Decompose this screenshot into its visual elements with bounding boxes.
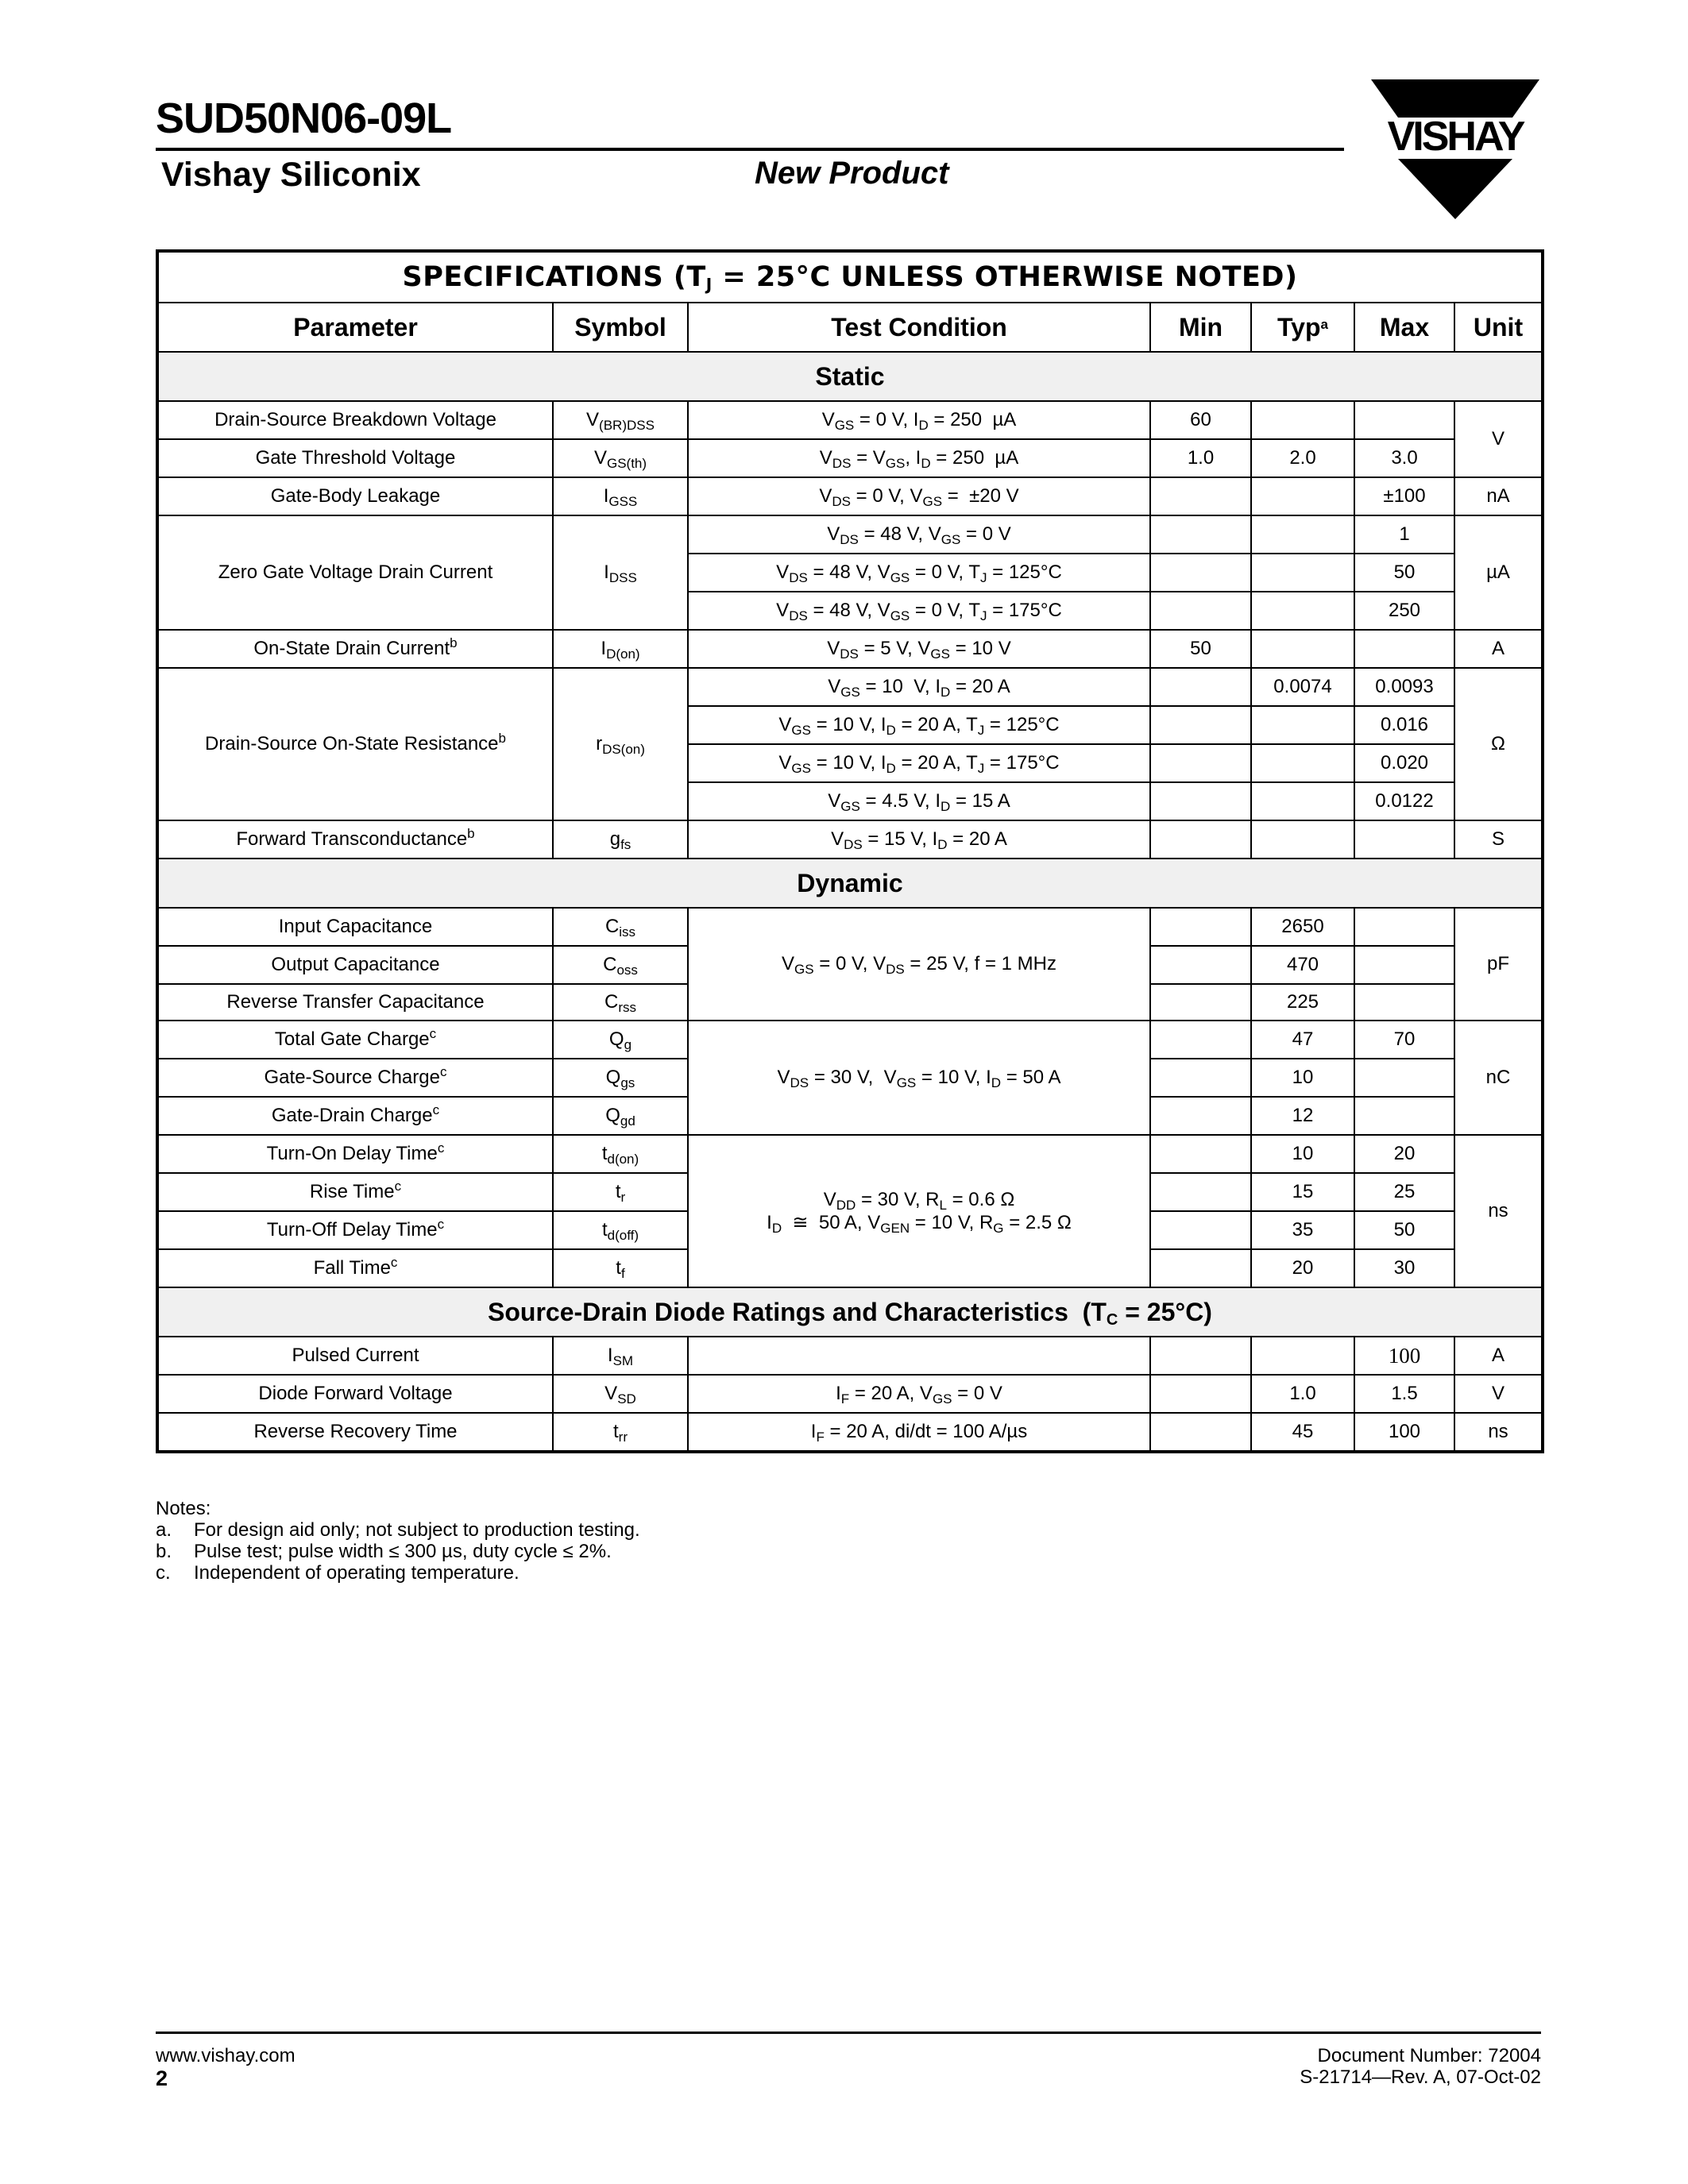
vishay-logo-icon — [1369, 76, 1541, 221]
note-label: b. — [156, 1541, 172, 1562]
min-cell: 50 — [1150, 630, 1251, 668]
unit-cell: Ω — [1454, 668, 1543, 820]
parameter-cell: Forward Transconductance$^b$ — [157, 820, 553, 859]
max-cell: 0.016 — [1354, 706, 1454, 744]
condition-cell: $V_{DS} = 30$ V, $V_{GS} = 10$ V, $I_D = 50$ A — [688, 1021, 1150, 1135]
new-product-label: New Product — [755, 156, 949, 191]
min-cell — [1150, 1375, 1251, 1413]
min-cell — [1150, 1097, 1251, 1135]
unit-cell: V — [1454, 401, 1543, 477]
max-cell: 0.0122 — [1354, 782, 1454, 820]
max-cell: 20 — [1354, 1135, 1454, 1173]
parameter-cell: Fall Time$^c$ — [157, 1249, 553, 1287]
table-row — [157, 1135, 1543, 1173]
company-name: Vishay Siliconix — [161, 156, 421, 194]
condition-cell: $V_{GS} = 0$ V, $V_{DS} = 25$ V, f = 1 MHz — [688, 908, 1150, 1021]
website-link[interactable]: www.vishay.com — [156, 2045, 295, 2066]
max-cell: 1 — [1354, 515, 1454, 554]
max-cell — [1354, 820, 1454, 859]
note-text: For design aid only; not subject to production testing. — [194, 1519, 640, 1541]
min-cell — [1150, 554, 1251, 592]
note-item — [156, 1562, 640, 1584]
max-cell: 0.0093 — [1354, 668, 1454, 706]
max-cell: 3.0 — [1354, 439, 1454, 477]
symbol-cell: $Q_{gd}$ — [553, 1097, 688, 1135]
max-cell: 50 — [1354, 554, 1454, 592]
max-cell — [1354, 1097, 1454, 1135]
max-cell: 25 — [1354, 1173, 1454, 1211]
unit-cell: nC — [1454, 1021, 1543, 1135]
min-cell — [1150, 1135, 1251, 1173]
symbol-cell: $Q_{gs}$ — [553, 1059, 688, 1097]
table-row — [157, 439, 1543, 477]
table-row — [157, 630, 1543, 668]
specifications-table — [156, 249, 1544, 1453]
parameter-cell: Diode Forward Voltage — [157, 1375, 553, 1413]
typ-cell — [1251, 477, 1354, 515]
symbol-cell: $Q_g$ — [553, 1021, 688, 1059]
symbol-cell: $C_{oss}$ — [553, 946, 688, 984]
note-label: a. — [156, 1519, 172, 1541]
note-item — [156, 1541, 640, 1562]
symbol-cell: $r_{DS(on)}$ — [553, 668, 688, 820]
column-header-symbol: Symbol — [553, 303, 688, 352]
symbol-cell: $C_{iss}$ — [553, 908, 688, 946]
symbol-cell: $I_{D(on)}$ — [553, 630, 688, 668]
condition-cell: $V_{GS} = 10$ V, $I_D = 20$ A, $T_J = 125^\circ C$ — [688, 706, 1150, 744]
condition-cell: $V_{DS} = 5$ V, $V_{GS} = 10$ V — [688, 630, 1150, 668]
symbol-cell: $t_{rr}$ — [553, 1413, 688, 1452]
min-cell — [1150, 1249, 1251, 1287]
footer-rule — [156, 2032, 1541, 2034]
symbol-cell: $I_{SM}$ — [553, 1337, 688, 1375]
parameter-cell: Gate Threshold Voltage — [157, 439, 553, 477]
table-row — [157, 820, 1543, 859]
condition-cell: $I_F = 20$ A, di/dt = 100 A/µs — [688, 1413, 1150, 1452]
parameter-cell: On-State Drain Current$^b$ — [157, 630, 553, 668]
max-cell — [1354, 1059, 1454, 1097]
typ-cell: 470 — [1251, 946, 1354, 984]
max-cell: ±100 — [1354, 477, 1454, 515]
table-row — [157, 1413, 1543, 1452]
condition-cell: $I_F = 20$ A, $V_{GS} = 0$ V — [688, 1375, 1150, 1413]
condition-cell: $V_{DS} = 15$ V, $I_D = 20$ A — [688, 820, 1150, 859]
column-header-parameter: Parameter — [157, 303, 553, 352]
typ-cell: 10 — [1251, 1135, 1354, 1173]
min-cell — [1150, 1337, 1251, 1375]
unit-cell: V — [1454, 1375, 1543, 1413]
max-cell: 0.020 — [1354, 744, 1454, 782]
condition-cell: $V_{GS} = 10$ V, $I_D = 20$ A, $T_J = 175^\circ C$ — [688, 744, 1150, 782]
revision-info: S-21714—Rev. A, 07-Oct-02 — [1300, 2066, 1541, 2088]
section-source-drain-diode: Source-Drain Diode Ratings and Characteristics $(T_C = 25^\circ C)$ — [157, 1287, 1543, 1337]
header-rule — [156, 148, 1344, 151]
notes — [156, 1498, 640, 1584]
symbol-cell: $t_r$ — [553, 1173, 688, 1211]
notes-heading: Notes: — [156, 1498, 211, 1519]
typ-cell: 47 — [1251, 1021, 1354, 1059]
part-number: SUD50N06-09L — [156, 95, 452, 142]
parameter-cell: Output Capacitance — [157, 946, 553, 984]
max-cell — [1354, 984, 1454, 1021]
table-row — [157, 1337, 1543, 1375]
column-header-min: Min — [1150, 303, 1251, 352]
max-cell: 1.5 — [1354, 1375, 1454, 1413]
symbol-cell: $C_{rss}$ — [553, 984, 688, 1021]
typ-cell — [1251, 515, 1354, 554]
symbol-cell: $V_{GS(th)}$ — [553, 439, 688, 477]
max-cell — [1354, 401, 1454, 439]
column-header-unit: Unit — [1454, 303, 1543, 352]
parameter-cell: Turn-On Delay Time$^c$ — [157, 1135, 553, 1173]
typ-cell: 45 — [1251, 1413, 1354, 1452]
min-cell — [1150, 1059, 1251, 1097]
parameter-cell: Reverse Transfer Capacitance — [157, 984, 553, 1021]
table-row — [157, 515, 1543, 554]
parameter-cell: Total Gate Charge$^c$ — [157, 1021, 553, 1059]
min-cell — [1150, 820, 1251, 859]
unit-cell: µA — [1454, 515, 1543, 630]
max-cell: 250 — [1354, 592, 1454, 630]
section-static: Static — [157, 352, 1543, 401]
symbol-cell: $g_{fs}$ — [553, 820, 688, 859]
condition-cell: $V_{GS} = 0$ V, $I_D = 250$ µA — [688, 401, 1150, 439]
min-cell: 1.0 — [1150, 439, 1251, 477]
typ-cell — [1251, 820, 1354, 859]
parameter-cell: Gate-Source Charge$^c$ — [157, 1059, 553, 1097]
unit-cell: ns — [1454, 1413, 1543, 1452]
note-text: Independent of operating temperature. — [194, 1562, 520, 1584]
note-label: c. — [156, 1562, 171, 1584]
note-text: Pulse test; pulse width ≤ 300 µs, duty cycle ≤ 2%. — [194, 1541, 612, 1562]
table-row — [157, 668, 1543, 706]
page-number: 2 — [156, 2066, 168, 2090]
unit-cell: nA — [1454, 477, 1543, 515]
unit-cell: pF — [1454, 908, 1543, 1021]
condition-cell: $V_{GS} = 10$ V, $I_D = 20$ A — [688, 668, 1150, 706]
min-cell — [1150, 1211, 1251, 1249]
condition-cell: $V_{GS} = 4.5$ V, $I_D = 15$ A — [688, 782, 1150, 820]
min-cell — [1150, 946, 1251, 984]
parameter-cell: Pulsed Current — [157, 1337, 553, 1375]
table-row — [157, 401, 1543, 439]
min-cell — [1150, 782, 1251, 820]
parameter-cell: Drain-Source On-State Resistance$^b$ — [157, 668, 553, 820]
min-cell — [1150, 477, 1251, 515]
condition-cell: $V_{DD} = 30$ V, $R_L = 0.6$ Ω $I_D$ ≅ 50 A, $V_{GEN} = 10$ V, $R_G = 2.5$ Ω — [688, 1135, 1150, 1287]
max-cell — [1354, 946, 1454, 984]
table-title: SPECIFICATIONS ($T_J = 25^\circ C$ UNLESS OTHERWISE NOTED) — [157, 251, 1543, 303]
unit-cell: ns — [1454, 1135, 1543, 1287]
typ-cell: 2.0 — [1251, 439, 1354, 477]
table-row — [157, 1021, 1543, 1059]
table-row — [157, 908, 1543, 946]
section-dynamic: Dynamic — [157, 859, 1543, 908]
parameter-cell: Gate-Body Leakage — [157, 477, 553, 515]
parameter-cell: Input Capacitance — [157, 908, 553, 946]
typ-cell — [1251, 782, 1354, 820]
min-cell: 60 — [1150, 401, 1251, 439]
min-cell — [1150, 1173, 1251, 1211]
max-cell: 100 — [1354, 1413, 1454, 1452]
min-cell — [1150, 515, 1251, 554]
min-cell — [1150, 706, 1251, 744]
max-cell: 70 — [1354, 1021, 1454, 1059]
max-cell — [1354, 630, 1454, 668]
typ-cell: 1.0 — [1251, 1375, 1354, 1413]
typ-cell — [1251, 744, 1354, 782]
note-item — [156, 1519, 640, 1541]
symbol-cell: $t_{d(on)}$ — [553, 1135, 688, 1173]
typ-cell: 15 — [1251, 1173, 1354, 1211]
min-cell — [1150, 1413, 1251, 1452]
symbol-cell: $I_{DSS}$ — [553, 515, 688, 630]
condition-cell: $V_{DS} = V_{GS}$, $I_D = 250$ µA — [688, 439, 1150, 477]
column-header-max: Max — [1354, 303, 1454, 352]
condition-cell: $V_{DS} = 48$ V, $V_{GS} = 0$ V, $T_J = 175^\circ C$ — [688, 592, 1150, 630]
column-header-test-condition: Test Condition — [688, 303, 1150, 352]
min-cell — [1150, 592, 1251, 630]
symbol-cell: $V_{(BR)DSS}$ — [553, 401, 688, 439]
parameter-cell: Drain-Source Breakdown Voltage — [157, 401, 553, 439]
min-cell — [1150, 984, 1251, 1021]
typ-cell: 2650 — [1251, 908, 1354, 946]
parameter-cell: Reverse Recovery Time — [157, 1413, 553, 1452]
unit-cell: S — [1454, 820, 1543, 859]
max-cell: 30 — [1354, 1249, 1454, 1287]
parameter-cell: Turn-Off Delay Time$^c$ — [157, 1211, 553, 1249]
parameter-cell: Rise Time$^c$ — [157, 1173, 553, 1211]
symbol-cell: $V_{SD}$ — [553, 1375, 688, 1413]
typ-cell — [1251, 630, 1354, 668]
symbol-cell: $I_{GSS}$ — [553, 477, 688, 515]
table-row — [157, 477, 1543, 515]
symbol-cell: $t_f$ — [553, 1249, 688, 1287]
table-row — [157, 1375, 1543, 1413]
typ-cell — [1251, 401, 1354, 439]
symbol-cell: $t_{d(off)}$ — [553, 1211, 688, 1249]
typ-cell — [1251, 592, 1354, 630]
logo-text: VISHAY — [1387, 114, 1524, 160]
document-number: Document Number: 72004 — [1317, 2045, 1541, 2066]
parameter-cell: Zero Gate Voltage Drain Current — [157, 515, 553, 630]
typ-cell: 10 — [1251, 1059, 1354, 1097]
column-header-typ: Typ$^a$ — [1251, 303, 1354, 352]
max-cell: 100 — [1354, 1337, 1454, 1375]
condition-cell: $V_{DS} = 0$ V, $V_{GS} = \pm 20$ V — [688, 477, 1150, 515]
condition-cell: $V_{DS} = 48$ V, $V_{GS} = 0$ V, $T_J = 125^\circ C$ — [688, 554, 1150, 592]
typ-cell: 35 — [1251, 1211, 1354, 1249]
min-cell — [1150, 1021, 1251, 1059]
min-cell — [1150, 668, 1251, 706]
typ-cell: 20 — [1251, 1249, 1354, 1287]
typ-cell: 225 — [1251, 984, 1354, 1021]
typ-cell — [1251, 706, 1354, 744]
typ-cell: 12 — [1251, 1097, 1354, 1135]
typ-cell — [1251, 1337, 1354, 1375]
condition-cell: $V_{DS} = 48$ V, $V_{GS} = 0$ V — [688, 515, 1150, 554]
max-cell — [1354, 908, 1454, 946]
parameter-cell: Gate-Drain Charge$^c$ — [157, 1097, 553, 1135]
condition-cell — [688, 1337, 1150, 1375]
unit-cell: A — [1454, 630, 1543, 668]
unit-cell: A — [1454, 1337, 1543, 1375]
max-cell: 50 — [1354, 1211, 1454, 1249]
min-cell — [1150, 744, 1251, 782]
typ-cell: 0.0074 — [1251, 668, 1354, 706]
typ-cell — [1251, 554, 1354, 592]
min-cell — [1150, 908, 1251, 946]
